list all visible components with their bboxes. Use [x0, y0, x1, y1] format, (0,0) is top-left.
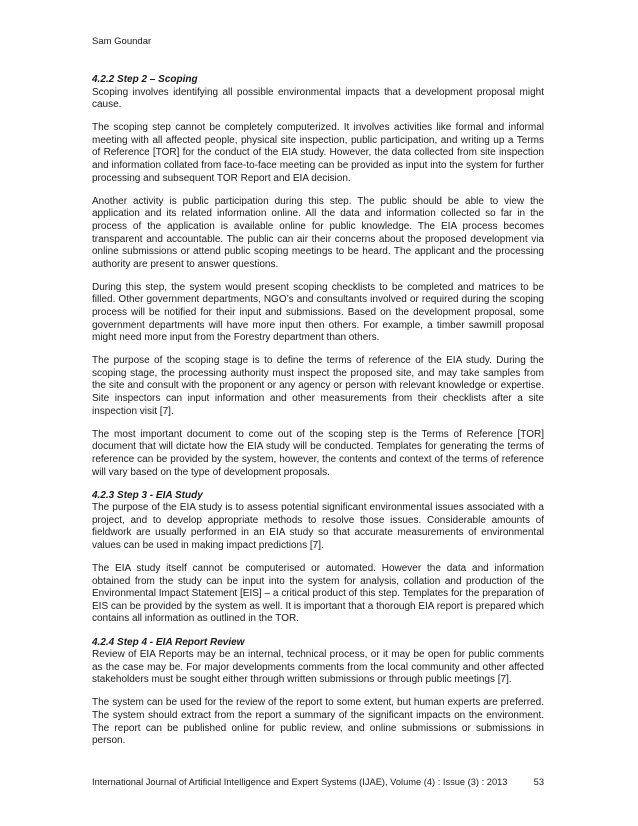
- section-heading-eia-study: 4.2.3 Step 3 - EIA Study: [92, 489, 203, 501]
- journal-citation: International Journal of Artificial Intelligence and Expert Systems (IJAE), Volume (4) : Issue (3) : 2013: [92, 777, 508, 787]
- paragraph: The purpose of the scoping stage is to define the terms of reference of the EIA study. During the scoping stage, the processing authority must inspect the proposed site, and may take samples from the site and consult with the proponent or any agency or person with relevant knowledge or expertise. Site inspectors can input information and other measurements from their checklists after a site inspection visit [7].: [92, 355, 544, 417]
- paragraph: The scoping step cannot be completely computerized. It involves activities like formal and informal meeting with all affected people, physical site inspection, public participation, and writing up a Terms of Reference [TOR] for the conduct of the EIA study. However, the data collected from site inspection and information collated from face-to-face meeting can be provided as input into the system for further processing and subsequent TOR Report and EIA decision.: [92, 122, 544, 184]
- article-body: [92, 74, 544, 758]
- running-header-author: Sam Goundar: [92, 36, 152, 47]
- paragraph: Another activity is public participation during this step. The public should be able to view the application and its related information online. All the data and information collected so far in the process of the application is available online for public knowledge. The EIA process becomes transparent and accountable. The public can air their concerns about the proposed development via online submissions or attend public scoping meetings to be heard. The applicant and the processing authority are present to answer questions.: [92, 195, 544, 270]
- paragraph: Scoping involves identifying all possible environmental impacts that a development proposal might cause.: [92, 86, 544, 111]
- page-footer: [92, 777, 544, 787]
- paragraph: Review of EIA Reports may be an internal, technical process, or it may be open for public comments as the case may be. For major developments comments from the local community and other affected stakeholders must be sought either through written submissions or through public meetings [7].: [92, 649, 544, 686]
- paragraph: During this step, the system would present scoping checklists to be completed and matrices to be filled. Other government departments, NGO’s and consultants involved or required during the scoping process will be notified for their input and submissions. Based on the development proposal, some government departments will have more input then others. For example, a timber sawmill proposal might need more input from the Forestry department than others.: [92, 281, 544, 344]
- section-heading-eia-report-review: 4.2.4 Step 4 - EIA Report Review: [92, 636, 245, 648]
- page-number: 53: [533, 777, 544, 787]
- paragraph: The system can be used for the review of the report to some extent, but human experts are preferred. The system should extract from the report a summary of the significant impacts on the environment. The report can be published online for public review, and online submissions or submissions in person.: [92, 697, 544, 747]
- paragraph: The purpose of the EIA study is to assess potential significant environmental issues associated with a project, and to develop appropriate methods to resolve those issues. Considerable amounts of fieldwork are usually performed in an EIA study so that accurate measurements of environmental values can be used in making impact predictions [7].: [92, 502, 544, 551]
- paragraph: The EIA study itself cannot be computerised or automated. However the data and information obtained from the study can be input into the system for analysis, collation and production of the Environmental Impact Statement [EIS] – a critical product of this step. Templates for the preparation of EIS can be provided by the system as well. It is important that a thorough EIA report is prepared which contains all information as outlined in the TOR.: [92, 563, 544, 625]
- paragraph: The most important document to come out of the scoping step is the Terms of Reference [TOR] document that will dictate how the EIA study will be conducted. Templates for generating the terms of reference can be provided by the system, however, the contents and context of the terms of reference will vary based on the type of development proposals.: [92, 428, 544, 478]
- section-heading-scoping: 4.2.2 Step 2 – Scoping: [92, 74, 198, 85]
